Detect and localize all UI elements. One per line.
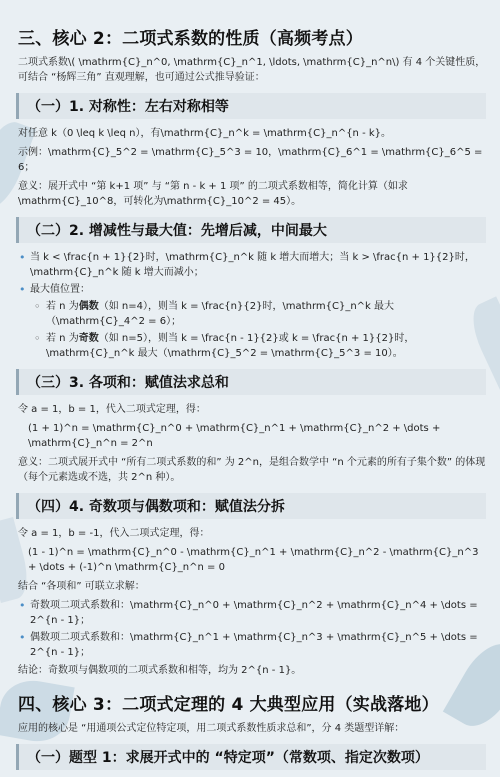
- formula: (1 - 1)^n = \mathrm{C}_n^0 - \mathrm{C}_n^1 + \mathrm{C}_n^2 - \mathrm{C}_n^3 + \dots + (-1)^n \mathrm{C}_n^n = 0: [28, 547, 479, 573]
- paragraph: 结论：奇数项与偶数项的二项式系数和相等，均为 2^{n - 1}。: [18, 665, 302, 676]
- list-item: ◦ 若 n 为偶数（如 n=4），则当 k = \frac{n}{2}时，\mathrm{C}_n^k 最大（\mathrm{C}_4^2 = 6）；: [32, 299, 486, 329]
- paragraph: 结合 “各项和” 可联立求解：: [18, 581, 145, 592]
- paragraph: 意义：二项式展开式中 “所有二项式系数的和” 为 2^n，是组合数学中 “n 个元素的所有子集个数” 的体现（每个元素选或不选，共 2^n 种）。: [18, 457, 486, 483]
- subsection-heading: （四）4. 奇数项与偶数项和：赋值法分拆: [16, 493, 486, 519]
- subsection-heading: （三）3. 各项和：赋值法求总和: [16, 369, 486, 395]
- document-page: [16, 24, 486, 777]
- list-item: • 偶数项二项式系数和：\mathrm{C}_n^1 + \mathrm{C}_n^3 + \mathrm{C}_n^5 + \dots = 2^{n - 1}；: [16, 630, 486, 660]
- paragraph: 意义：展开式中 “第 k+1 项” 与 “第 n - k + 1 项” 的二项式系数相等，简化计算（如求\mathrm{C}_10^8，可转化为\mathrm{C}_10^2 = 45）。: [18, 181, 408, 207]
- subsection-heading: （一）题型 1：求展开式中的 “特定项”（常数项、指定次数项）: [16, 744, 486, 770]
- subsection-heading: （一）1. 对称性：左右对称相等: [16, 93, 486, 119]
- paragraph: 令 a = 1，b = 1，代入二项式定理，得：: [18, 404, 206, 415]
- paragraph: 示例：\mathrm{C}_5^2 = \mathrm{C}_5^3 = 10，\mathrm{C}_6^1 = \mathrm{C}_6^5 = 6；: [18, 147, 483, 173]
- formula: (1 + 1)^n = \mathrm{C}_n^0 + \mathrm{C}_n^1 + \mathrm{C}_n^2 + \dots + \mathrm{C}_n^n = 2^n: [28, 423, 441, 449]
- bullet-list: [16, 250, 486, 361]
- bullet-list: [16, 598, 486, 660]
- list-item: • 奇数项二项式系数和：\mathrm{C}_n^0 + \mathrm{C}_n^2 + \mathrm{C}_n^4 + \dots = 2^{n - 1}；: [16, 598, 486, 628]
- section-intro: 应用的核心是 “用通项公式定位特定项，用二项式系数性质求总和”，分 4 类题型详解：: [18, 723, 405, 734]
- section-intro: 二项式系数\( \mathrm{C}_n^0, \mathrm{C}_n^1, \ldots, \mathrm{C}_n^n\) 有 4 个关键性质，可结合 “杨辉三角” 直观理解，也可通过公式推导验证：: [18, 57, 486, 83]
- subsection-heading: （二）2. 增减性与最大值：先增后减，中间最大: [16, 217, 486, 243]
- paragraph: 令 a = 1，b = -1，代入二项式定理，得：: [18, 528, 210, 539]
- list-item: ◦ 若 n 为奇数（如 n=5），则当 k = \frac{n - 1}{2}或 k = \frac{n + 1}{2}时，\mathrm{C}_n^k 最大（\mathrm{C}_5^2 = \mathrm{C}_5^3 = 10）。: [32, 331, 486, 361]
- section-title: 四、核心 3：二项式定理的 4 大典型应用（实战落地）: [18, 695, 439, 715]
- paragraph: 对任意 k（0 \leq k \leq n），有\mathrm{C}_n^k = \mathrm{C}_n^{n - k}。: [18, 128, 392, 139]
- list-item: • 当 k < \frac{n + 1}{2}时，\mathrm{C}_n^k 随 k 增大而增大；当 k > \frac{n + 1}{2}时，\mathrm{C}_n^k 随 k 增大而减小；: [16, 250, 486, 280]
- section-title: 三、核心 2：二项式系数的性质（高频考点）: [18, 29, 363, 49]
- list-item: • 最大值位置：: [16, 282, 486, 297]
